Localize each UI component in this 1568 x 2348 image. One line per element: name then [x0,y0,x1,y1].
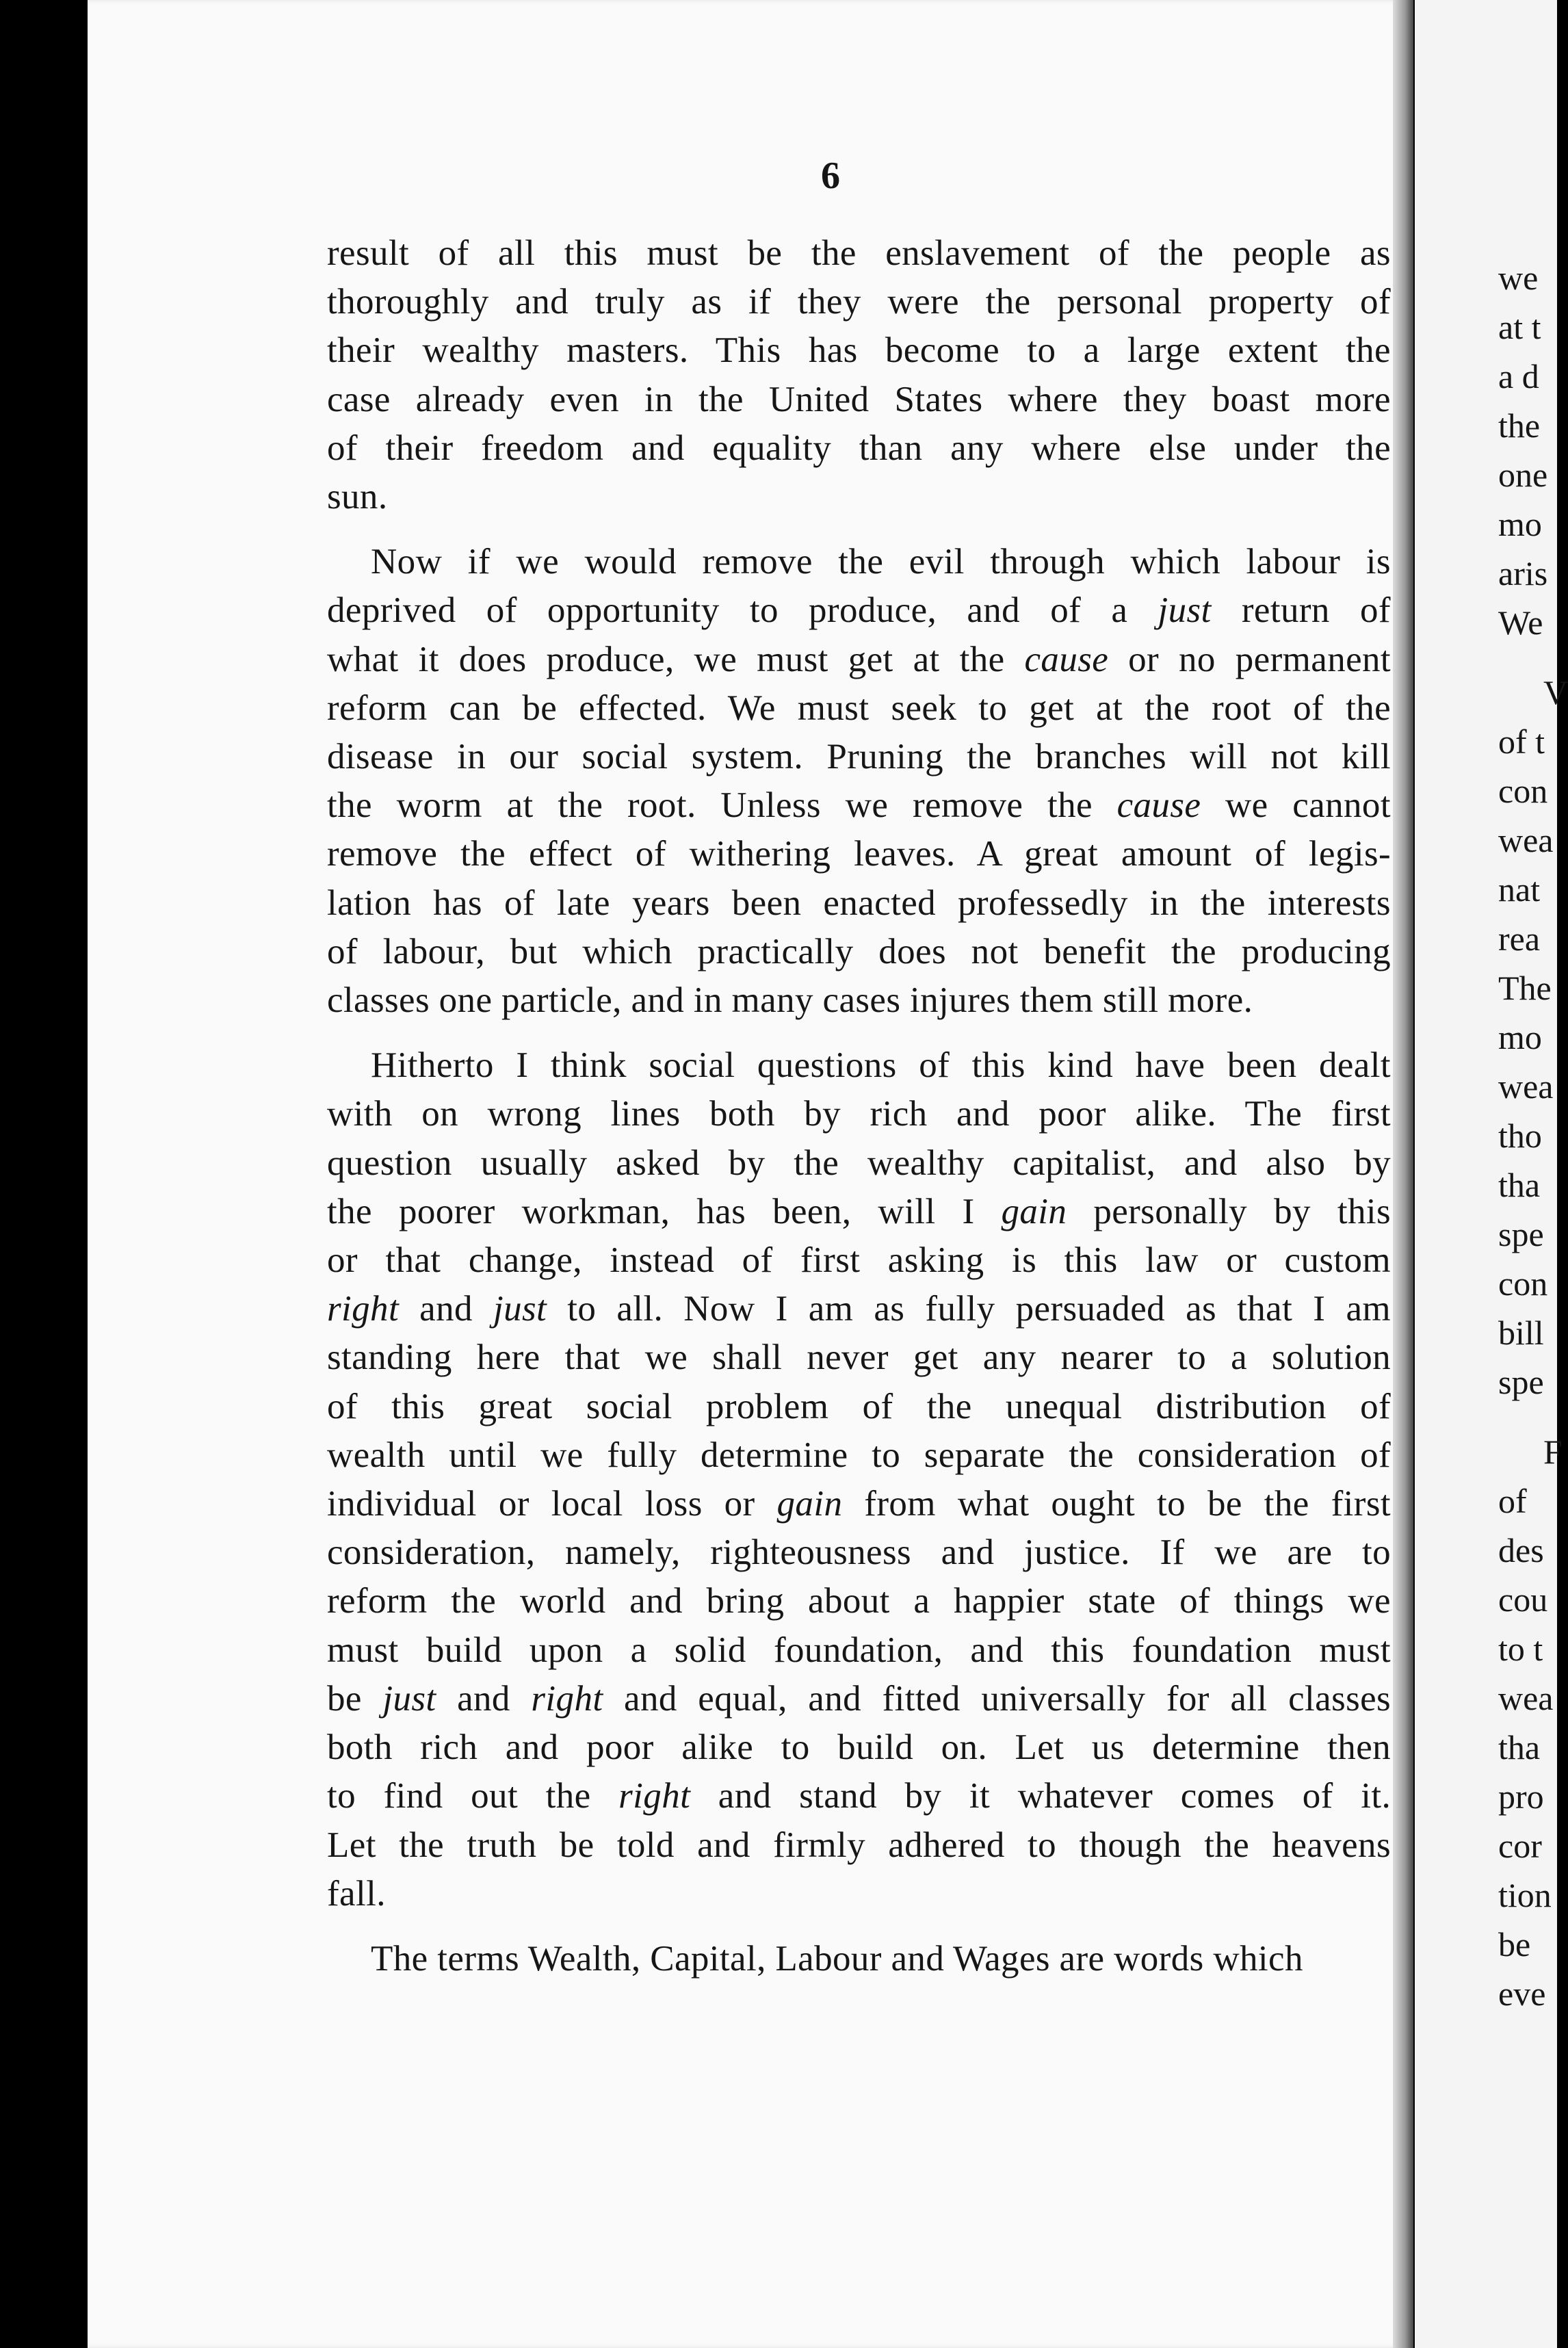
next-page-fragment: we [1498,259,1539,297]
page-binding-edge [1393,0,1413,2348]
next-page-fragment: con [1498,1264,1548,1303]
text-line: or that change, instead of first asking is this law or custom [327,1240,1391,1281]
text-line: of labour, but which practically does not benefit the producing [327,931,1391,971]
paragraph [327,538,1391,1025]
next-page-fragment: V [1543,673,1568,712]
text-line: with on wrong lines both by rich and poor alike. The first [327,1094,1391,1134]
text-line: disease in our social system. Pruning the branches will not kill [327,737,1391,777]
text-line: of their freedom and equality than any where else under the [327,428,1391,468]
text-line: Let the truth be told and firmly adhered to though the heavens [327,1825,1391,1865]
text-line: Hitherto I think social questions of this kind have been dealt [371,1045,1391,1086]
text-line: reform can be effected. We must seek to get at the root of the [327,688,1391,728]
text-line: what it does produce, we must get at the cause or no permanent [327,639,1391,679]
text-line: standing here that we shall never get any nearer to a solution [327,1338,1391,1378]
text-line: to find out the right and stand by it whatever comes of it. [327,1776,1391,1816]
next-page-fragment: tha [1498,1166,1541,1204]
text-line: wealth until we fully determine to separate the consideration of [327,1435,1391,1475]
next-page-fragment: tion [1498,1876,1552,1914]
next-page-fragment: nat [1498,870,1541,909]
next-page-fragment: des [1498,1531,1544,1569]
text-line: case already even in the United States where they boast more [327,379,1391,419]
body-text [327,229,1391,1983]
paragraph [327,229,1391,521]
text-line: both rich and poor alike to build on. Let us determine then [327,1727,1391,1768]
next-page-fragment: spe [1498,1363,1544,1401]
next-page-fragment: at t [1498,308,1541,346]
text-line: consideration, namely, righteousness and justice. If we are to [327,1532,1391,1573]
next-page-fragment: of t [1498,722,1545,761]
next-page-fragment: wea [1498,821,1554,859]
text-line: the poorer workman, has been, will I gain personally by this [327,1191,1391,1231]
next-page-fragment: tho [1498,1117,1542,1155]
text-line: sun. [327,477,388,517]
next-page-fragment: one [1498,456,1548,494]
next-page-fragment: spe [1498,1215,1544,1253]
next-page-fragment: F [1543,1433,1563,1471]
next-page-fragment: The [1498,969,1552,1007]
text-line: remove the effect of withering leaves. A great amount of legis- [327,834,1391,874]
next-page-fragment: to t [1498,1630,1543,1668]
text-line: their wealthy masters. This has become to a large extent the [327,330,1391,371]
next-page-fragment: bill [1498,1314,1544,1352]
next-page-text-fragments [1498,253,1568,2018]
next-page-fragment: of [1498,1482,1527,1520]
next-page-fragment: tha [1498,1728,1541,1766]
text-line: thoroughly and truly as if they were the personal property of [327,282,1391,322]
paragraph [327,1935,1391,1983]
text-line: deprived of opportunity to produce, and of a just return of [327,590,1391,631]
text-line: be just and right and equal, and fitted universally for all classes [327,1678,1391,1719]
next-page-fragment: eve [1498,1974,1546,2013]
next-page-fragment: cou [1498,1580,1548,1619]
text-line: right and just to all. Now I am as fully persuaded as that I am [327,1289,1391,1329]
text-line: individual or local loss or gain from what ought to be the first [327,1484,1391,1524]
paragraph [327,1041,1391,1918]
text-line: the worm at the root. Unless we remove the cause we cannot [327,785,1391,826]
next-page-fragment: the [1498,406,1541,445]
text-line: result of all this must be the enslavement of the people as [327,233,1391,273]
text-line: The terms Wealth, Capital, Labour and Wages are words which [371,1938,1303,1979]
text-line: Now if we would remove the evil through which labour is [371,542,1391,582]
text-line: reform the world and bring about a happier state of things we [327,1581,1391,1621]
text-line: classes one particle, and in many cases injures them still more. [327,980,1253,1021]
text-line: must build upon a solid foundation, and this foundation must [327,1630,1391,1670]
text-line: fall. [327,1873,386,1914]
next-page-fragment: aris [1498,554,1548,592]
text-line: question usually asked by the wealthy capitalist, and also by [327,1143,1391,1183]
next-page-fragment: con [1498,772,1548,810]
text-line: lation has of late years been enacted professedly in the interests [327,883,1391,923]
next-page-fragment: a d [1498,357,1539,395]
text-line: of this great social problem of the unequal distribution of [327,1386,1391,1426]
next-page-fragment: pro [1498,1777,1544,1816]
next-page-fragment: cor [1498,1827,1542,1865]
next-page-fragment: We [1498,603,1543,642]
next-page-fragment: rea [1498,919,1541,958]
page-number: 6 [821,155,840,197]
next-page-fragment: wea [1498,1679,1554,1717]
next-page-fragment: be [1498,1925,1531,1964]
next-page-fragment: mo [1498,505,1542,543]
next-page-fragment: wea [1498,1067,1554,1106]
next-page-fragment: mo [1498,1018,1542,1056]
